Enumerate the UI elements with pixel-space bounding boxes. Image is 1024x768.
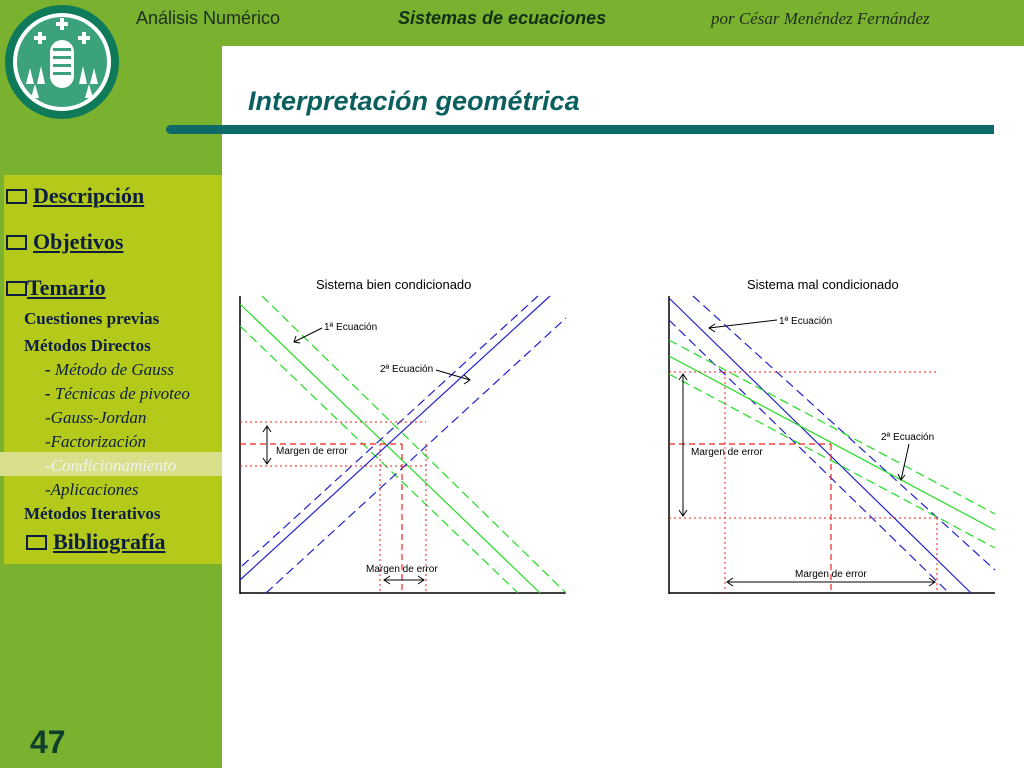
eq2-upper-bound (669, 340, 995, 514)
nav-factorizacion[interactable]: -Factorización (45, 432, 147, 451)
nav-metodo-gauss[interactable] (45, 360, 174, 380)
nav-aplicaciones[interactable]: -Aplicaciones (45, 480, 139, 499)
nav-tecnicas-pivoteo-label: Técnicas de pivoteo (54, 384, 190, 403)
y-error-label: Margen de error (691, 447, 763, 458)
nav-descripcion-label: Descripción (33, 183, 145, 208)
nav-metodo-gauss-label: Método de Gauss (54, 360, 174, 379)
eq2-line (240, 296, 550, 580)
university-seal-logo (4, 4, 120, 120)
nav-metodos-directos[interactable]: Métodos Directos (24, 336, 151, 355)
eq2-label: 2ª Ecuación (881, 432, 935, 443)
chart-ill-conditioned (669, 296, 995, 594)
nav-metodos-iterativos[interactable]: Métodos Iterativos (24, 504, 161, 523)
eq1-pointer (709, 320, 777, 328)
nav-condicionamiento[interactable]: -Condicionamiento (45, 456, 177, 475)
y-error-label: Margen de error (276, 446, 348, 457)
bullet-dash: - (45, 384, 51, 403)
open-folder-icon (6, 281, 27, 296)
slide-title: Interpretación geométrica (248, 86, 580, 116)
eq2-lower-bound (669, 374, 995, 548)
eq2-label: 2ª Ecuación (380, 364, 434, 375)
eq2-pointer (436, 370, 470, 380)
nav-bibliografia-label: Bibliografía (53, 529, 166, 554)
eq1-lower-bound (240, 326, 518, 593)
nav-descripcion-link[interactable] (6, 183, 144, 209)
author-credit: por César Menéndez Fernández (711, 9, 930, 28)
topic-name: Sistemas de ecuaciones (398, 8, 607, 28)
eq1-upper-bound (262, 296, 566, 593)
title-underline-bar (166, 125, 994, 134)
nav-gauss-jordan[interactable]: -Gauss-Jordan (45, 408, 147, 427)
eq1-label: 1ª Ecuación (324, 322, 378, 333)
nav-objetivos-label: Objetivos (33, 229, 124, 254)
nav-temario-link[interactable] (6, 275, 106, 301)
chart-left-title: Sistema bien condicionado (316, 277, 472, 292)
eq1-label: 1ª Ecuación (779, 316, 833, 327)
nav-objetivos-link[interactable] (6, 229, 123, 255)
eq1-pointer (294, 328, 322, 342)
eq2-pointer (901, 444, 909, 480)
page-number: 47 (30, 724, 66, 760)
folder-icon (26, 535, 47, 550)
nav-bibliografia-link[interactable] (26, 529, 165, 555)
eq1-line (669, 298, 971, 593)
eq2-upper-bound (242, 296, 538, 566)
x-error-label: Margen de error (795, 569, 867, 580)
eq2-line (669, 356, 995, 530)
nav-tecnicas-pivoteo[interactable] (45, 384, 190, 404)
bullet-dash: - (45, 360, 51, 379)
x-error-label: Margen de error (366, 564, 438, 575)
nav-temario-label: Temario (27, 275, 106, 300)
folder-icon (6, 189, 27, 204)
folder-icon (6, 235, 27, 250)
chart-right-title: Sistema mal condicionado (747, 277, 899, 292)
nav-cuestiones-previas[interactable]: Cuestiones previas (24, 309, 160, 328)
course-name: Análisis Numérico (136, 8, 281, 28)
chart-well-conditioned (240, 296, 566, 594)
